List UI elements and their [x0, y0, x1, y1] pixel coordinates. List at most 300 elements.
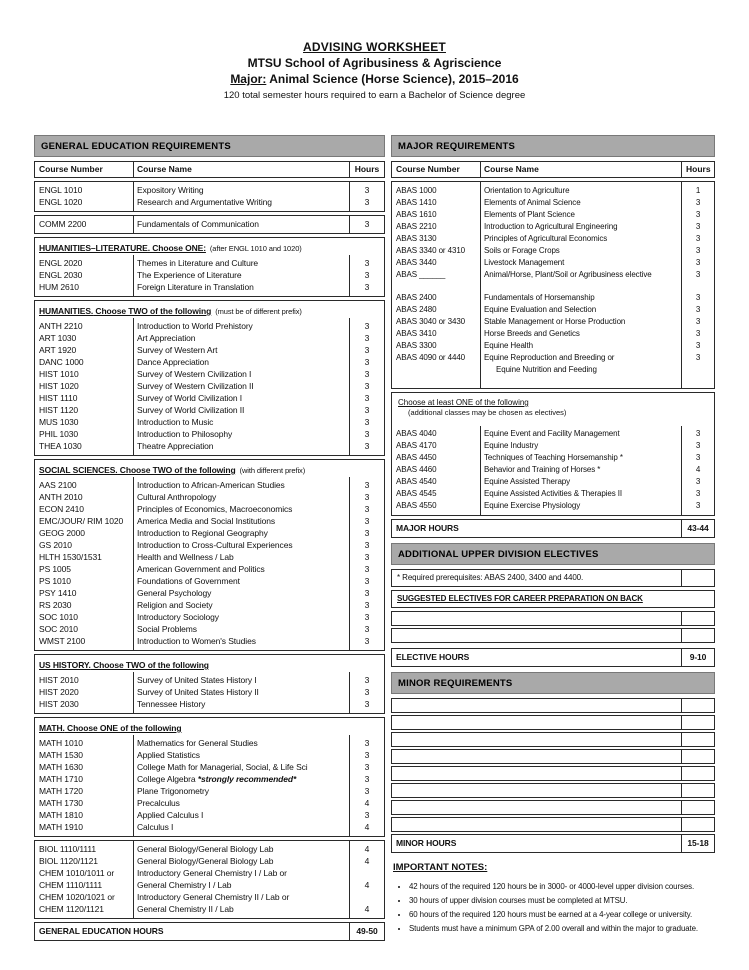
- course-name-cell: Introduction to Regional Geography: [137, 528, 268, 538]
- write-in-row-box: [391, 749, 715, 764]
- course-number-cell: MATH 1010: [39, 738, 83, 748]
- elective-hours-label: ELECTIVE HOURS: [396, 652, 470, 662]
- course-number-cell: CHEM 1020/1021 or: [39, 892, 115, 902]
- course-name-cell: Survey of United States History II: [137, 687, 259, 697]
- gen-ed-section-box: [34, 459, 385, 651]
- course-hours-cell: 3: [364, 258, 370, 268]
- course-number-cell: ECON 2410: [39, 504, 84, 514]
- course-row: [35, 479, 384, 491]
- major-column-headers: [392, 162, 714, 177]
- course-row: [35, 356, 384, 368]
- choose-one-instruction: Choose at least ONE of the following: [398, 398, 529, 407]
- course-number-cell: HIST 1110: [39, 393, 78, 403]
- course-row: [35, 218, 384, 230]
- course-row: [35, 855, 384, 867]
- course-number-cell: ABAS 3300: [396, 341, 437, 350]
- write-in-row: [392, 818, 714, 831]
- course-hours-cell: 3: [695, 429, 701, 438]
- course-name-cell: Principles of Agricultural Economics: [484, 234, 608, 243]
- course-name-cell: Survey of United States History I: [137, 675, 257, 685]
- course-row: [35, 320, 384, 332]
- section-rows: [35, 182, 384, 211]
- course-name-cell: Theatre Appreciation: [137, 441, 214, 451]
- major-label: Major:: [230, 72, 267, 86]
- course-row: [392, 197, 714, 209]
- important-notes-title: IMPORTANT NOTES:: [393, 862, 488, 873]
- course-row: [35, 551, 384, 563]
- course-name-cell: The Experience of Literature: [137, 270, 242, 280]
- course-hours-cell: 3: [364, 393, 370, 403]
- course-name-cell: Introduction to Music: [137, 417, 214, 427]
- course-hours-cell: 4: [364, 856, 370, 866]
- electives-empty-rows: [391, 611, 715, 643]
- course-hours-cell: 3: [364, 564, 370, 574]
- course-name-cell: Introductory General Chemistry II / Lab or: [137, 892, 290, 902]
- course-hours-cell: 3: [364, 417, 370, 427]
- course-name-cell: Foundations of Government: [137, 576, 240, 586]
- section-heading-category: HUMANITIES–LITERATURE.: [39, 243, 150, 253]
- note-item: • 42 hours of the required 120 hours be in 3000- or 4000-level upper division courses.: [409, 881, 713, 893]
- section-heading-category: SOCIAL SCIENCES.: [39, 465, 118, 475]
- course-name-cell: America Media and Social Institutions: [137, 516, 276, 526]
- course-hours-cell: 3: [364, 345, 370, 355]
- note-item: • 60 hours of the required 120 hours must be earned at a 4-year college or university.: [409, 909, 713, 921]
- course-name-cell: Dance Appreciation: [137, 357, 209, 367]
- course-hours-cell: 3: [695, 234, 701, 243]
- course-number-cell: MATH 1530: [39, 750, 83, 760]
- course-hours-cell: 3: [695, 198, 701, 207]
- write-in-row-box: [391, 611, 715, 626]
- course-row: [392, 352, 714, 364]
- course-number-cell: ABAS 1410: [396, 198, 437, 207]
- major-hours-label: MAJOR HOURS: [396, 523, 459, 533]
- course-number-cell: MATH 1910: [39, 822, 83, 832]
- course-name-cell: Equine Nutrition and Feeding: [496, 365, 597, 374]
- course-name-cell: Precalculus: [137, 798, 180, 808]
- gen-ed-total-hours: 49-50: [356, 926, 378, 936]
- course-name-cell: Research and Argumentative Writing: [137, 197, 272, 207]
- major-title: [0, 72, 749, 86]
- course-hours-cell: 3: [695, 293, 701, 302]
- course-number-cell: ABAS 3410: [396, 329, 437, 338]
- course-name-cell: Themes in Literature and Culture: [137, 258, 259, 268]
- course-number-header: Course Number: [396, 164, 460, 174]
- elective-hours-row: [392, 649, 714, 666]
- minor-empty-rows: [391, 698, 715, 832]
- section-heading-rule: Choose TWO of the following: [93, 306, 212, 316]
- section-rows: [35, 735, 384, 836]
- course-number-cell: PS 1005: [39, 564, 71, 574]
- course-name-cell: Survey of Western Civilization II: [137, 381, 254, 391]
- course-hours-cell: 3: [364, 528, 370, 538]
- course-number-cell: MUS 1030: [39, 417, 79, 427]
- course-row: [392, 488, 714, 500]
- course-name-cell: Applied Calculus I: [137, 810, 204, 820]
- course-row: [35, 867, 384, 879]
- course-name-header: Course Name: [484, 164, 539, 174]
- course-hours-cell: 3: [364, 588, 370, 598]
- course-hours-cell: 3: [364, 429, 370, 439]
- course-number-cell: SOC 2010: [39, 624, 78, 634]
- course-number-cell: CHEM 1110/1111: [39, 880, 103, 890]
- section-heading-note: (after ENGL 1010 and 1020): [205, 244, 302, 253]
- course-hours-cell: 3: [695, 222, 701, 231]
- course-name-cell: Introductory General Chemistry I / Lab or: [137, 868, 287, 878]
- section-heading: [35, 238, 384, 255]
- course-name-cell: Survey of Western Civilization I: [137, 369, 252, 379]
- course-hours-cell: 3: [364, 492, 370, 502]
- gen-ed-section-box: [34, 654, 385, 714]
- gen-ed-total-label: GENERAL EDUCATION HOURS: [39, 926, 164, 936]
- course-name-cell: General Psychology: [137, 588, 212, 598]
- choose-one-note: (additional classes may be chosen as electives): [408, 408, 567, 417]
- write-in-row: [392, 612, 714, 625]
- course-name-cell: Tennessee History: [137, 699, 206, 709]
- write-in-row-box: [391, 766, 715, 781]
- course-hours-cell: 3: [364, 540, 370, 550]
- section-heading-rule: Choose ONE:: [149, 243, 206, 253]
- write-in-row: [392, 733, 714, 746]
- write-in-row: [392, 767, 714, 780]
- write-in-row-box: [391, 817, 715, 832]
- course-name-cell: Livestock Management: [484, 258, 565, 267]
- course-row: [35, 428, 384, 440]
- course-row: [35, 674, 384, 686]
- course-number-cell: PSY 1410: [39, 588, 77, 598]
- course-row: [35, 635, 384, 647]
- course-name-cell: Introduction to World Prehistory: [137, 321, 253, 331]
- section-rows: [35, 216, 384, 233]
- write-in-row: [392, 699, 714, 712]
- section-rows: [35, 841, 384, 918]
- course-row: [392, 328, 714, 340]
- section-rows: [35, 318, 384, 455]
- course-row: [392, 452, 714, 464]
- course-row: [392, 464, 714, 476]
- course-name-cell: Elements of Animal Science: [484, 198, 581, 207]
- course-hours-cell: 3: [364, 636, 370, 646]
- course-row: [35, 749, 384, 761]
- suggested-electives-heading: SUGGESTED ELECTIVES FOR CAREER PREPARATION ON BACK: [397, 594, 643, 603]
- course-row: [392, 500, 714, 512]
- gen-ed-header-box: [34, 161, 385, 178]
- write-in-row-box: [391, 800, 715, 815]
- course-number-cell: HIST 1120: [39, 405, 78, 415]
- course-row: [392, 245, 714, 257]
- course-name-cell: Animal/Horse, Plant/Soil or Agribusiness elective: [484, 270, 652, 279]
- course-row: [35, 344, 384, 356]
- course-row: [35, 515, 384, 527]
- course-number-cell: HIST 2020: [39, 687, 79, 697]
- course-row: [35, 281, 384, 293]
- course-name-cell: Introduction to African-American Studies: [137, 480, 285, 490]
- course-row: [392, 292, 714, 304]
- course-name-cell: Introductory Sociology: [137, 612, 219, 622]
- course-row: [392, 269, 714, 281]
- course-name-cell: Equine Industry: [484, 441, 539, 450]
- section-heading-note: (with different prefix): [235, 466, 306, 475]
- elective-hours-box: [391, 648, 715, 667]
- suggested-electives-box: [391, 590, 715, 608]
- course-name-cell: Horse Breeds and Genetics: [484, 329, 580, 338]
- course-row: [35, 686, 384, 698]
- major-section-title: MAJOR REQUIREMENTS: [391, 135, 715, 157]
- course-row: [35, 491, 384, 503]
- course-hours-cell: 3: [695, 477, 701, 486]
- note-item: • Students must have a minimum GPA of 2.00 overall and within the major to graduate.: [409, 923, 713, 935]
- gen-ed-sections: [34, 181, 385, 919]
- course-name-cell: Orientation to Agriculture: [484, 186, 570, 195]
- course-number-cell: ABAS 4545: [396, 489, 437, 498]
- course-hours-cell: 3: [364, 321, 370, 331]
- course-name-cell: General Biology/General Biology Lab: [137, 856, 274, 866]
- choose-rows: [392, 426, 714, 515]
- course-number-cell: MATH 1720: [39, 786, 83, 796]
- section-heading-category: US HISTORY.: [39, 660, 91, 670]
- course-number-cell: ABAS 4540: [396, 477, 437, 486]
- course-number-cell: COMM 2200: [39, 219, 87, 229]
- course-number-cell: ABAS 3440: [396, 258, 437, 267]
- course-name-cell: Survey of Western Art: [137, 345, 218, 355]
- course-hours-cell: 3: [364, 687, 370, 697]
- course-hours-cell: 3: [364, 333, 370, 343]
- course-name-cell: Introduction to Women's Studies: [137, 636, 256, 646]
- course-name-cell: Elements of Plant Science: [484, 210, 575, 219]
- course-number-cell: MATH 1730: [39, 798, 83, 808]
- course-row: [35, 539, 384, 551]
- choose-one-heading: [392, 393, 714, 426]
- course-name-cell: Fundamentals of Communication: [137, 219, 259, 229]
- write-in-row-box: [391, 628, 715, 643]
- write-in-row-box: [391, 732, 715, 747]
- course-number-cell: ABAS 4460: [396, 465, 437, 474]
- write-in-row-box: [391, 715, 715, 730]
- major-header-box: [391, 161, 715, 178]
- course-number-cell: HIST 1020: [39, 381, 79, 391]
- minor-section-title: MINOR REQUIREMENTS: [391, 672, 715, 694]
- course-name-header: Course Name: [137, 164, 192, 174]
- course-name-cell: Foreign Literature in Translation: [137, 282, 254, 292]
- section-heading: [35, 460, 384, 477]
- course-hours-cell: 4: [364, 798, 370, 808]
- worksheet-title: ADVISING WORKSHEET: [303, 40, 446, 54]
- minor-hours-box: [391, 834, 715, 853]
- course-number-cell: ABAS 4090 or 4440: [396, 353, 466, 362]
- course-hours-cell: 3: [364, 600, 370, 610]
- course-hours-cell: 3: [364, 504, 370, 514]
- course-row: [35, 575, 384, 587]
- course-row: [35, 843, 384, 855]
- worksheet-columns: [0, 135, 749, 944]
- course-row: [35, 184, 384, 196]
- course-hours-cell: 4: [364, 844, 370, 854]
- minor-hours-label: MINOR HOURS: [396, 838, 457, 848]
- course-row: [392, 221, 714, 233]
- course-hours-cell: 3: [695, 305, 701, 314]
- gen-ed-section-box: [34, 181, 385, 212]
- course-hours-cell: 3: [695, 341, 701, 350]
- section-rows: [35, 255, 384, 296]
- course-hours-cell: 4: [364, 822, 370, 832]
- course-row: [392, 209, 714, 221]
- group-spacer: [392, 281, 714, 292]
- course-number-cell: DANC 1000: [39, 357, 84, 367]
- general-education-column: [34, 135, 385, 944]
- write-in-row: [392, 629, 714, 642]
- course-name-cell: Equine Event and Facility Management: [484, 429, 620, 438]
- major-hours-value: 43-44: [687, 523, 709, 533]
- course-name-cell: General Biology/General Biology Lab: [137, 844, 274, 854]
- course-hours-cell: 4: [364, 904, 370, 914]
- course-number-cell: AAS 2100: [39, 480, 77, 490]
- major-hours-row: [392, 520, 714, 537]
- course-row: [392, 185, 714, 197]
- minor-hours-row: [392, 835, 714, 852]
- section-rows: [35, 477, 384, 650]
- course-row: [35, 761, 384, 773]
- course-hours-cell: 3: [364, 516, 370, 526]
- course-number-cell: ABAS 2480: [396, 305, 437, 314]
- course-name-cell: Health and Wellness / Lab: [137, 552, 234, 562]
- course-hours-cell: 3: [695, 353, 701, 362]
- hours-header: Hours: [686, 164, 711, 174]
- course-row: [35, 599, 384, 611]
- course-hours-cell: 3: [364, 197, 370, 207]
- course-hours-cell: 3: [364, 612, 370, 622]
- course-row: [35, 440, 384, 452]
- course-number-cell: ABAS 4450: [396, 453, 437, 462]
- course-name-cell: General Chemistry I / Lab: [137, 880, 232, 890]
- course-number-cell: ANTH 2210: [39, 321, 83, 331]
- course-number-cell: MATH 1630: [39, 762, 83, 772]
- write-in-row: [392, 750, 714, 763]
- course-hours-cell: 3: [364, 810, 370, 820]
- course-hours-cell: 3: [364, 381, 370, 391]
- course-number-cell: ENGL 1010: [39, 185, 83, 195]
- course-row: [35, 269, 384, 281]
- course-row: [392, 440, 714, 452]
- course-hours-cell: 3: [364, 357, 370, 367]
- course-number-cell: ABAS 3040 or 3430: [396, 317, 466, 326]
- important-notes: [391, 862, 715, 935]
- course-number-cell: BIOL 1110/1111: [39, 844, 97, 854]
- course-number-cell: HIST 2010: [39, 675, 79, 685]
- course-hours-cell: 3: [695, 317, 701, 326]
- course-name-cell: Applied Statistics: [137, 750, 200, 760]
- course-number-cell: PS 1010: [39, 576, 71, 586]
- course-row: [35, 773, 384, 785]
- course-number-cell: RS 2030: [39, 600, 72, 610]
- course-hours-cell: 3: [364, 369, 370, 379]
- course-number-cell: ABAS ______: [396, 270, 446, 279]
- course-number-cell: ABAS 2400: [396, 293, 437, 302]
- course-row: [35, 416, 384, 428]
- section-heading-category: MATH.: [39, 723, 65, 733]
- course-name-cell: Introduction to Agricultural Engineering: [484, 222, 618, 231]
- course-number-cell: MATH 1810: [39, 810, 83, 820]
- hours-header: Hours: [354, 164, 380, 174]
- course-name-cell: American Government and Politics: [137, 564, 265, 574]
- course-name-cell: Art Appreciation: [137, 333, 196, 343]
- course-hours-cell: 3: [364, 480, 370, 490]
- course-hours-cell: 3: [695, 210, 701, 219]
- course-name-cell: Calculus I: [137, 822, 174, 832]
- course-name-cell: Introduction to Cross-Cultural Experiences: [137, 540, 293, 550]
- prereq-note-box: [391, 569, 715, 587]
- course-hours-cell: 3: [364, 405, 370, 415]
- gen-ed-total-row: [35, 923, 384, 940]
- section-heading-note: (must be of different prefix): [211, 307, 302, 316]
- course-number-cell: ART 1920: [39, 345, 77, 355]
- course-hours-cell: 3: [364, 441, 370, 451]
- write-in-row: [392, 716, 714, 729]
- major-choose-box: [391, 392, 715, 516]
- course-hours-cell: 3: [364, 270, 370, 280]
- course-number-cell: ABAS 1610: [396, 210, 437, 219]
- course-name-cell: Equine Exercise Physiology: [484, 501, 581, 510]
- course-name-cell: Soils or Forage Crops: [484, 246, 560, 255]
- section-rows: [35, 672, 384, 713]
- course-row: [392, 316, 714, 328]
- course-hours-cell: 1: [695, 186, 701, 195]
- school-title: MTSU School of Agribusiness & Agriscience: [247, 56, 502, 70]
- course-hours-cell: 3: [364, 762, 370, 772]
- major-column: [391, 135, 715, 937]
- course-name-cell: Cultural Anthropology: [137, 492, 217, 502]
- major-hours-box: [391, 519, 715, 538]
- gen-ed-section-title: GENERAL EDUCATION REQUIREMENTS: [34, 135, 385, 157]
- course-name-cell: Equine Assisted Activities & Therapies II: [484, 489, 623, 498]
- major-name: Animal Science (Horse Science), 2015–2016: [266, 72, 519, 86]
- course-hours-cell: 3: [364, 786, 370, 796]
- course-row: [35, 380, 384, 392]
- course-hours-cell: 3: [695, 270, 701, 279]
- course-number-cell: ABAS 2210: [396, 222, 437, 231]
- course-name-cell: Mathematics for General Studies: [137, 738, 258, 748]
- course-number-header: Course Number: [39, 164, 103, 174]
- course-hours-cell: 3: [695, 501, 701, 510]
- course-number-cell: ENGL 2030: [39, 270, 83, 280]
- course-number-cell: HIST 2030: [39, 699, 79, 709]
- section-heading: [35, 655, 384, 672]
- course-row: [35, 785, 384, 797]
- gen-ed-section-box: [34, 300, 385, 456]
- course-row: [35, 563, 384, 575]
- course-name-cell: Survey of World Civilization I: [137, 393, 243, 403]
- course-row: [35, 332, 384, 344]
- course-name-cell: Plane Trigonometry: [137, 786, 209, 796]
- prereq-hours-cell: [682, 570, 714, 576]
- course-row: [392, 257, 714, 269]
- course-number-cell: BIOL 1120/1121: [39, 856, 98, 866]
- course-number-cell: ABAS 1000: [396, 186, 437, 195]
- course-hours-cell: 3: [695, 246, 701, 255]
- course-hours-cell: 3: [364, 750, 370, 760]
- course-hours-cell: 4: [364, 880, 370, 890]
- course-row: [35, 879, 384, 891]
- course-name-cell: Techniques of Teaching Horsemanship *: [484, 453, 623, 462]
- course-row: [35, 503, 384, 515]
- course-row: [392, 340, 714, 352]
- section-heading-category: HUMANITIES.: [39, 306, 94, 316]
- course-hours-cell: 3: [695, 258, 701, 267]
- gen-ed-section-box: [34, 215, 385, 234]
- course-number-cell: MATH 1710: [39, 774, 83, 784]
- total-hours-note: 120 total semester hours required to earn a Bachelor of Science degree: [223, 90, 526, 101]
- course-name-cell: Equine Health: [484, 341, 533, 350]
- course-number-cell: ANTH 2010: [39, 492, 83, 502]
- course-number-cell: SOC 1010: [39, 612, 78, 622]
